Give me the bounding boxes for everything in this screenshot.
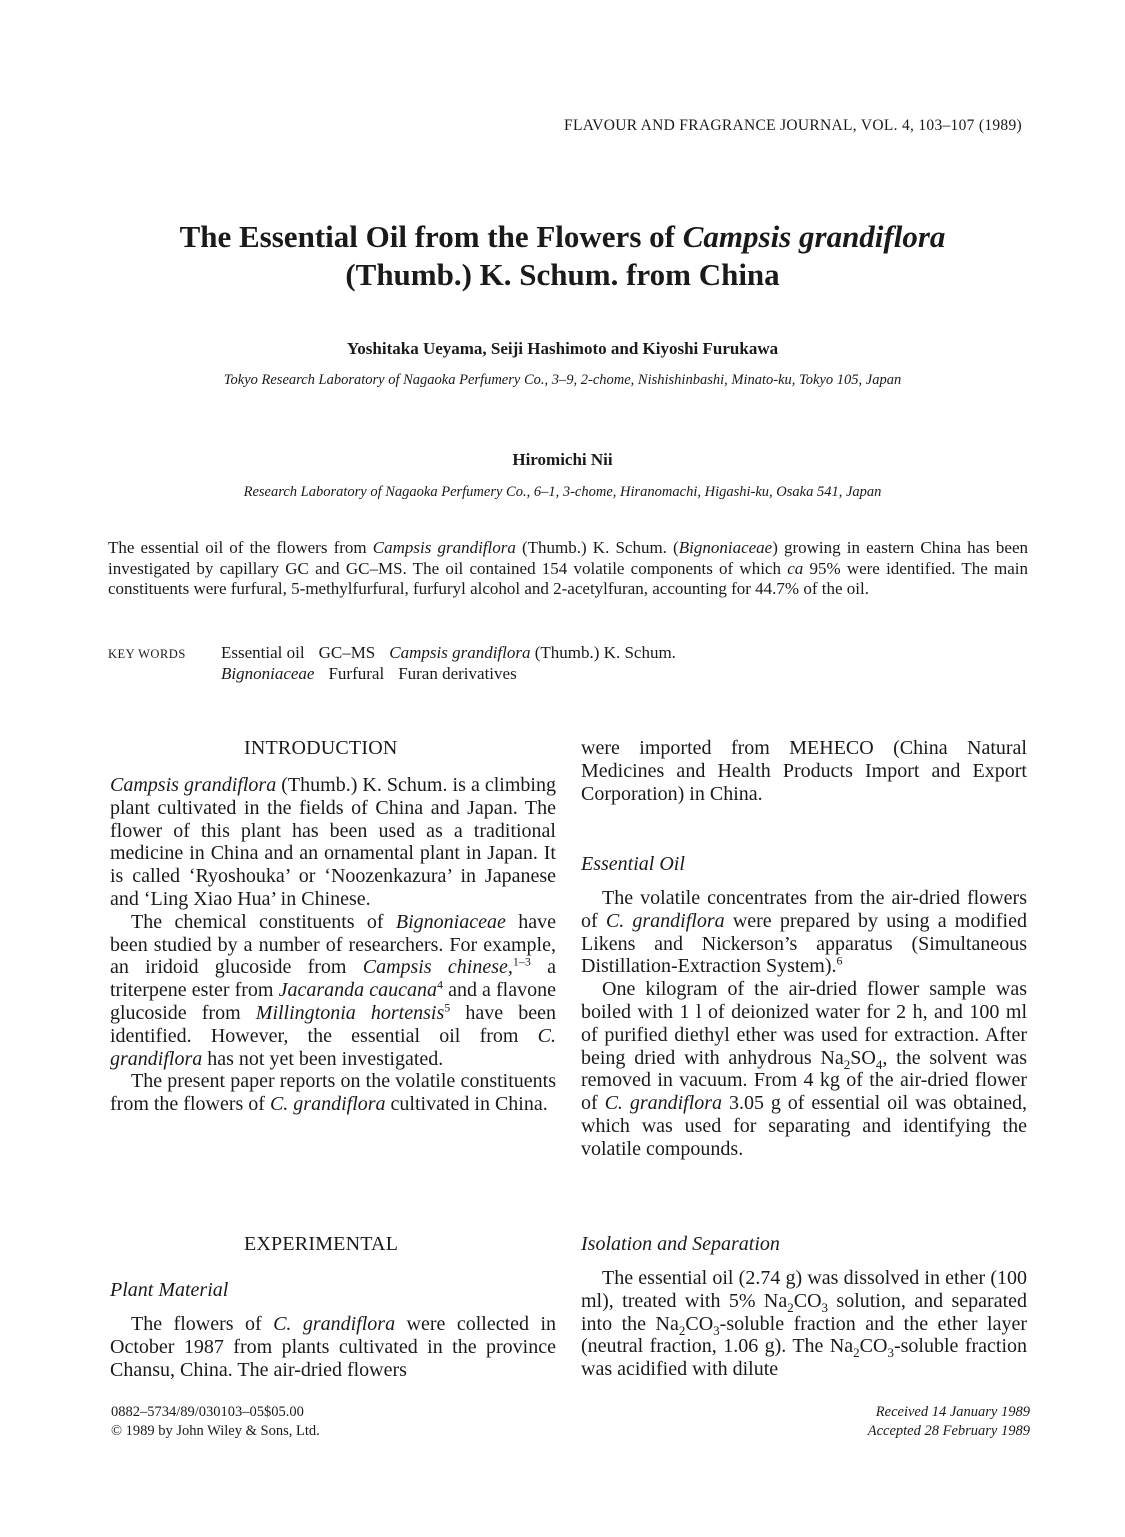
- keywords-line-1: [221, 643, 690, 663]
- text: Jacaranda caucana: [278, 979, 437, 1002]
- text: were collected in October 1987 from plants cultivated in the province Chansu, China. The air-dried flowers: [110, 1313, 557, 1381]
- keyword: Furfural: [328, 664, 385, 683]
- text: The chemical constituents of: [131, 910, 396, 933]
- title-part: The Essential Oil from the Flowers of: [179, 219, 683, 254]
- subscript: 4: [875, 1056, 883, 1072]
- text: CO: [793, 1289, 822, 1312]
- text: One kilogram of the air-dried flower sample was boiled with 1 l of deionized water for 2 h, and 100 ml of purified diethyl ether was used for extraction. After being dried with anhydrous Na: [581, 978, 1027, 1069]
- text: CO: [685, 1312, 714, 1335]
- subscript: 2: [843, 1056, 851, 1072]
- paragraph: [581, 978, 1027, 1160]
- plant-material-continued: [581, 737, 1027, 805]
- subscript: 3: [887, 1345, 894, 1361]
- paragraph: [110, 774, 556, 911]
- article-title: [60, 218, 1065, 256]
- subheading-plant-material: Plant Material: [110, 1279, 229, 1301]
- text: , the solvent was removed in vacuum. From 4 kg of the air-dried flower of: [581, 1046, 1027, 1115]
- text: The flowers of: [131, 1313, 274, 1335]
- text: -soluble fraction was acidified with dilute: [581, 1335, 1028, 1381]
- citation: 6: [836, 953, 843, 968]
- essential-oil-text: [581, 887, 1027, 1161]
- text: ) growing in eastern China has been investigated by capillary GC and GC–MS. The oil contained 154 volatile components of which: [108, 538, 1029, 578]
- affiliation: Tokyo Research Laboratory of Nagaoka Perfumery Co., 3–9, 2-chome, Nishishinbashi, Minato-ku, Tokyo 105, Japan: [223, 372, 902, 388]
- received-date: Received 14 January 1989: [875, 1404, 1030, 1420]
- text: Campsis grandiflora: [110, 774, 277, 796]
- author-list-2: Hiromichi Nii: [512, 450, 613, 469]
- text: 95% were identified. The main constituents were furfural, 5-methylfurfural, furfuryl alcohol and 2-acetylfuran, accounting for 44.7% of the oil.: [108, 558, 1028, 598]
- keyword-italic: Campsis grandiflora: [389, 643, 531, 662]
- running-head: FLAVOUR AND FRAGRANCE JOURNAL, VOL. 4, 103–107 (1989): [564, 117, 1022, 134]
- text: 3.05 g of essential oil was obtained, which was used for separating and identifying the volatile compounds.: [581, 1092, 1027, 1160]
- text: solution, and separated into the Na: [581, 1289, 1028, 1335]
- citation: 4: [436, 977, 443, 992]
- paragraph: [110, 911, 556, 1071]
- text: The essential oil (2.74 g) was dissolved in ether (100 ml), treated with 5% Na: [581, 1267, 1027, 1312]
- text: Bignoniaceae: [678, 538, 773, 557]
- subscript: 2: [853, 1345, 860, 1361]
- subheading-isolation: Isolation and Separation: [581, 1233, 780, 1255]
- text: C. grandiflora: [605, 909, 725, 932]
- footer-dates: [868, 1403, 1030, 1441]
- keyword: Bignoniaceae: [221, 664, 315, 683]
- citation: 5: [444, 1000, 451, 1015]
- text: (Thumb.) K. Schum. (: [515, 538, 679, 557]
- text: Bignoniaceae: [395, 910, 506, 933]
- text: have been studied by a number of researchers. For example, an iridoid glucoside from: [110, 910, 556, 979]
- text: The volatile concentrates from the air-dried flowers of: [581, 887, 1027, 932]
- text: C. grandiflora: [604, 1092, 723, 1115]
- text: Millingtonia hortensis: [255, 1001, 445, 1024]
- keyword-rest: (Thumb.) K. Schum.: [530, 643, 676, 662]
- isolation-text: [581, 1267, 1027, 1381]
- paragraph: [110, 1070, 556, 1116]
- text: SO: [850, 1046, 876, 1069]
- keyword: [389, 643, 676, 662]
- text: -soluble fraction and the ether layer (neutral fraction, 1.06 g). The Na: [581, 1312, 1027, 1358]
- text: cultivated in China.: [385, 1093, 548, 1116]
- text: C. grandiflora: [273, 1313, 396, 1335]
- paragraph: [581, 1267, 1027, 1381]
- keyword: GC–MS: [318, 643, 376, 662]
- subscript: 3: [713, 1322, 720, 1338]
- text: were prepared by using a modified Likens and Nickerson’s apparatus (Simultaneous Distillation-Extraction System).: [581, 909, 1027, 978]
- keyword: Furan derivatives: [398, 664, 517, 683]
- text: The present paper reports on the volatile constituents from the flowers of: [110, 1070, 556, 1116]
- text: has not yet been investigated.: [202, 1047, 444, 1070]
- author-list: Yoshitaka Ueyama, Seiji Hashimoto and Kiyoshi Furukawa: [346, 339, 779, 358]
- text: CO: [859, 1335, 888, 1358]
- accepted-date: Accepted 28 February 1989: [867, 1423, 1030, 1439]
- keyword: Essential oil: [221, 643, 305, 662]
- introduction-text: [110, 774, 556, 1116]
- section-heading-experimental: EXPERIMENTAL: [244, 1233, 399, 1255]
- abstract: [108, 538, 1028, 600]
- keywords-line-2: [221, 664, 531, 684]
- text: (Thumb.) K. Schum. is a climbing plant cultivated in the fields of China and Japan. The flower of this plant has been used as a traditional medicine in China and an ornamental plant in Japan. It is called ‘Ryoshouka’ or ‘Noozenkazura’ in Japanese and ‘Ling Xiao Hua’ in Chinese.: [110, 774, 556, 910]
- text: C. grandiflora: [269, 1093, 386, 1116]
- paragraph: [581, 887, 1027, 978]
- subscript: 3: [821, 1299, 829, 1315]
- article-title-line2: (Thumb.) K. Schum. from China: [345, 257, 780, 292]
- affiliation-2: Research Laboratory of Nagaoka Perfumery Co., 6–1, 3-chome, Hiranomachi, Higashi-ku, Osaka 541, Japan: [243, 484, 882, 500]
- plant-material-text: [110, 1313, 556, 1381]
- text: Campsis grandiflora: [372, 538, 516, 557]
- text: ca: [787, 558, 804, 578]
- footer-publication-info: [111, 1403, 320, 1441]
- subscript: 2: [787, 1299, 794, 1315]
- copyright-notice: © 1989 by John Wiley & Sons, Ltd.: [111, 1423, 320, 1439]
- text: have been identified. However, the essential oil from: [110, 1001, 557, 1047]
- keywords-label: KEY WORDS: [108, 647, 186, 661]
- article-code: 0882–5734/89/030103–05$05.00: [111, 1404, 304, 1420]
- section-heading-introduction: INTRODUCTION: [244, 737, 398, 759]
- paragraph: [110, 1313, 556, 1381]
- paragraph: were imported from MEHECO (China Natural Medicines and Health Products Import and Export Corporation) in China.: [581, 737, 1027, 805]
- text: and a flavone glucoside from: [110, 979, 556, 1024]
- subscript: 2: [678, 1322, 686, 1338]
- subheading-essential-oil: Essential Oil: [581, 853, 685, 875]
- text: a triterpene ester from: [110, 956, 556, 1002]
- title-species: Campsis grandiflora: [682, 219, 946, 254]
- text: Campsis chinese,: [362, 956, 513, 979]
- text: C. grandiflora: [110, 1024, 556, 1070]
- text: The essential oil of the flowers from: [108, 538, 373, 557]
- citation: 1–3: [512, 954, 531, 969]
